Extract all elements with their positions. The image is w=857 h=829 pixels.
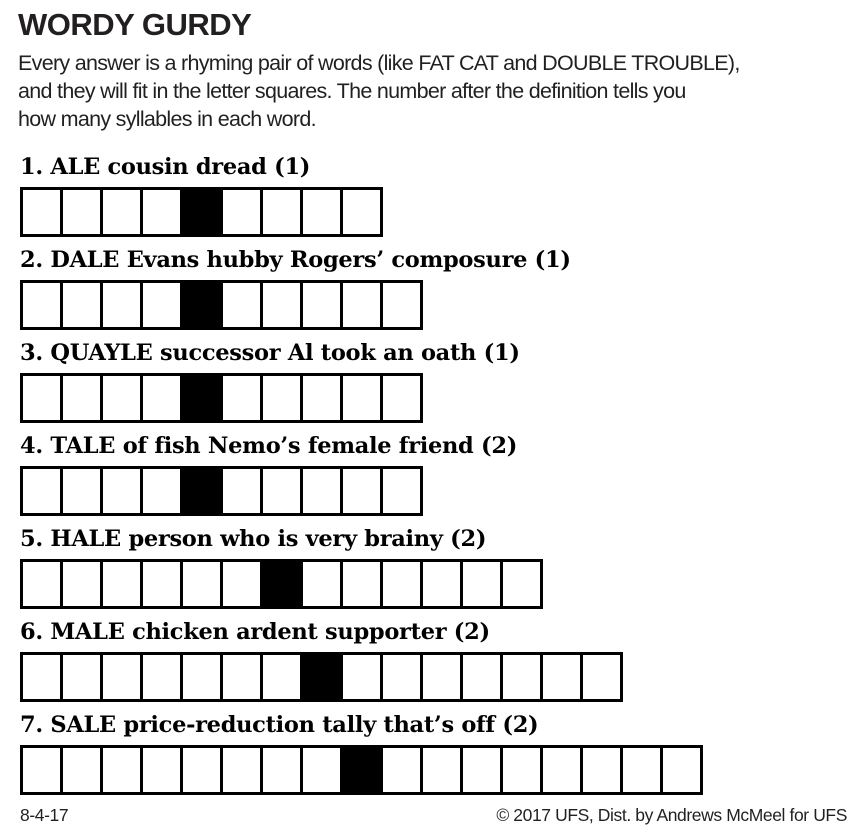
letter-square[interactable] bbox=[303, 283, 343, 327]
letter-square[interactable] bbox=[423, 655, 463, 699]
letter-square[interactable] bbox=[343, 562, 383, 606]
letter-square[interactable] bbox=[503, 655, 543, 699]
letter-square[interactable] bbox=[263, 376, 303, 420]
letter-square[interactable] bbox=[303, 562, 343, 606]
letter-square[interactable] bbox=[143, 469, 183, 513]
letter-square[interactable] bbox=[143, 748, 183, 792]
letter-square[interactable] bbox=[103, 562, 143, 606]
letter-square[interactable] bbox=[303, 190, 343, 234]
letter-square[interactable] bbox=[263, 190, 303, 234]
clue-text: 1. ALE cousin dread (1) bbox=[20, 154, 311, 181]
clue-unit bbox=[20, 154, 845, 239]
letter-square[interactable] bbox=[303, 469, 343, 513]
letter-square[interactable] bbox=[343, 376, 383, 420]
letter-square[interactable] bbox=[423, 748, 463, 792]
letter-square[interactable] bbox=[23, 469, 63, 513]
letter-square[interactable] bbox=[223, 748, 263, 792]
page-title: WORDY GURDY bbox=[18, 7, 252, 42]
letter-square[interactable] bbox=[503, 562, 540, 606]
letter-square[interactable] bbox=[383, 376, 420, 420]
letter-square[interactable] bbox=[223, 562, 263, 606]
letter-square[interactable] bbox=[143, 283, 183, 327]
answer-row bbox=[20, 466, 423, 516]
letter-square[interactable] bbox=[63, 283, 103, 327]
letter-square[interactable] bbox=[103, 748, 143, 792]
clue-unit bbox=[20, 340, 845, 425]
clue-unit bbox=[20, 433, 845, 518]
black-square bbox=[263, 562, 303, 606]
letter-square[interactable] bbox=[103, 655, 143, 699]
answer-row bbox=[20, 745, 703, 795]
letter-square[interactable] bbox=[23, 190, 63, 234]
footer-copyright: © 2017 UFS, Dist. by Andrews McMeel for UFS bbox=[496, 805, 847, 826]
black-square bbox=[303, 655, 343, 699]
letter-square[interactable] bbox=[583, 748, 623, 792]
letter-square[interactable] bbox=[103, 190, 143, 234]
letter-square[interactable] bbox=[343, 655, 383, 699]
letter-square[interactable] bbox=[663, 748, 700, 792]
letter-square[interactable] bbox=[183, 562, 223, 606]
letter-square[interactable] bbox=[223, 655, 263, 699]
clue-unit bbox=[20, 526, 845, 611]
letter-square[interactable] bbox=[63, 655, 103, 699]
clue-unit bbox=[20, 619, 845, 704]
clue-text: 4. TALE of fish Nemo’s female friend (2) bbox=[20, 433, 518, 460]
letter-square[interactable] bbox=[383, 469, 420, 513]
letter-square[interactable] bbox=[223, 190, 263, 234]
clue-unit bbox=[20, 247, 845, 332]
clue-text: 7. SALE price-reduction tally that’s off (2) bbox=[20, 712, 539, 739]
instruction-line: how many syllables in each word. bbox=[18, 107, 316, 132]
footer bbox=[20, 805, 847, 826]
letter-square[interactable] bbox=[583, 655, 620, 699]
letter-square[interactable] bbox=[223, 283, 263, 327]
letter-square[interactable] bbox=[223, 376, 263, 420]
letter-square[interactable] bbox=[383, 562, 423, 606]
black-square bbox=[183, 283, 223, 327]
letter-square[interactable] bbox=[463, 562, 503, 606]
letter-square[interactable] bbox=[383, 283, 420, 327]
letter-square[interactable] bbox=[343, 283, 383, 327]
letter-square[interactable] bbox=[183, 655, 223, 699]
letter-square[interactable] bbox=[503, 748, 543, 792]
clue-unit bbox=[20, 712, 845, 797]
letter-square[interactable] bbox=[63, 748, 103, 792]
letter-square[interactable] bbox=[343, 190, 380, 234]
black-square bbox=[343, 748, 383, 792]
letter-square[interactable] bbox=[23, 655, 63, 699]
instruction-line: Every answer is a rhyming pair of words (like FAT CAT and DOUBLE TROUBLE), bbox=[18, 51, 740, 76]
answer-row bbox=[20, 559, 543, 609]
letter-square[interactable] bbox=[143, 376, 183, 420]
letter-square[interactable] bbox=[103, 469, 143, 513]
letter-square[interactable] bbox=[23, 562, 63, 606]
letter-square[interactable] bbox=[303, 376, 343, 420]
letter-square[interactable] bbox=[263, 748, 303, 792]
answer-row bbox=[20, 280, 423, 330]
letter-square[interactable] bbox=[63, 562, 103, 606]
letter-square[interactable] bbox=[383, 655, 423, 699]
letter-square[interactable] bbox=[63, 469, 103, 513]
letter-square[interactable] bbox=[263, 469, 303, 513]
letter-square[interactable] bbox=[263, 283, 303, 327]
clue-list bbox=[20, 154, 845, 797]
letter-square[interactable] bbox=[23, 376, 63, 420]
letter-square[interactable] bbox=[103, 283, 143, 327]
letter-square[interactable] bbox=[63, 190, 103, 234]
answer-row bbox=[20, 187, 383, 237]
letter-square[interactable] bbox=[143, 190, 183, 234]
letter-square[interactable] bbox=[23, 748, 63, 792]
clue-text: 2. DALE Evans hubby Rogers’ composure (1) bbox=[20, 247, 571, 274]
black-square bbox=[183, 190, 223, 234]
instruction-line: and they will fit in the letter squares. The number after the definition tells you bbox=[18, 79, 686, 104]
answer-row bbox=[20, 652, 623, 702]
letter-square[interactable] bbox=[463, 748, 503, 792]
instructions bbox=[18, 49, 845, 133]
letter-square[interactable] bbox=[63, 376, 103, 420]
letter-square[interactable] bbox=[223, 469, 263, 513]
clue-text: 3. QUAYLE successor Al took an oath (1) bbox=[20, 340, 520, 367]
clue-text: 6. MALE chicken ardent supporter (2) bbox=[20, 619, 490, 646]
letter-square[interactable] bbox=[143, 655, 183, 699]
letter-square[interactable] bbox=[543, 655, 583, 699]
letter-square[interactable] bbox=[343, 469, 383, 513]
black-square bbox=[183, 469, 223, 513]
letter-square[interactable] bbox=[303, 748, 343, 792]
letter-square[interactable] bbox=[103, 376, 143, 420]
footer-date: 8-4-17 bbox=[20, 805, 69, 826]
black-square bbox=[183, 376, 223, 420]
letter-square[interactable] bbox=[143, 562, 183, 606]
letter-square[interactable] bbox=[423, 562, 463, 606]
letter-square[interactable] bbox=[23, 283, 63, 327]
letter-square[interactable] bbox=[183, 748, 223, 792]
letter-square[interactable] bbox=[623, 748, 663, 792]
letter-square[interactable] bbox=[383, 748, 423, 792]
answer-row bbox=[20, 373, 423, 423]
letter-square[interactable] bbox=[463, 655, 503, 699]
clue-text: 5. HALE person who is very brainy (2) bbox=[20, 526, 487, 553]
letter-square[interactable] bbox=[543, 748, 583, 792]
letter-square[interactable] bbox=[263, 655, 303, 699]
